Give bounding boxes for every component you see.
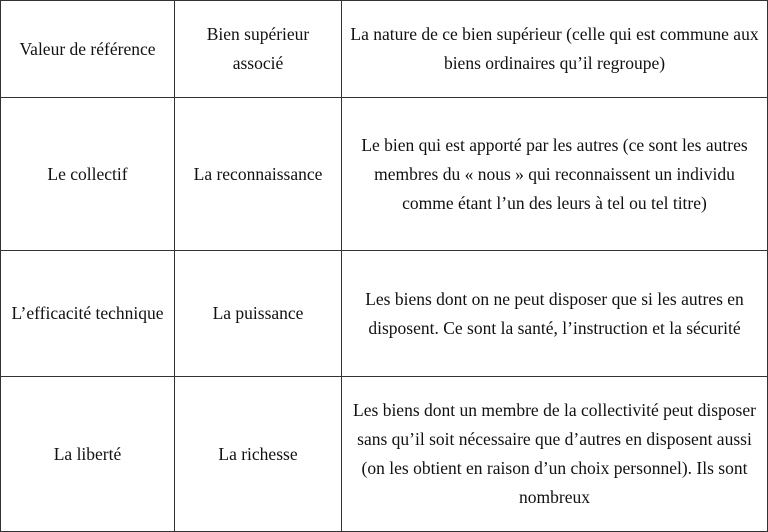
cell-nature: Les biens dont un membre de la collectivité peut disposer sans qu’il soit nécessaire que d’autres en disposent aussi (on les obtient en raison d’un choix personnel). Ils sont nombreux [342,377,768,532]
cell-valeur: Le collectif [1,98,175,251]
cell-nature: Les biens dont on ne peut disposer que si les autres en disposent. Ce sont la santé, l’instruction et la sécurité [342,251,768,377]
header-cell-nature: La nature de ce bien supérieur (celle qui est commune aux biens ordinaires qu’il regroupe) [342,1,768,98]
cell-valeur: La liberté [1,377,175,532]
header-cell-valeur: Valeur de référence [1,1,175,98]
cell-bien: La reconnaissance [175,98,342,251]
cell-bien: La richesse [175,377,342,532]
table-row [1,98,768,251]
table-header-row [1,1,768,98]
cell-valeur: L’efficacité technique [1,251,175,377]
table-row [1,377,768,532]
table-row [1,251,768,377]
cell-nature: Le bien qui est apporté par les autres (ce sont les autres membres du « nous » qui reconnaissent un individu comme étant l’un des leurs à tel ou tel titre) [342,98,768,251]
cell-bien: La puissance [175,251,342,377]
header-cell-bien: Bien supérieur associé [175,1,342,98]
